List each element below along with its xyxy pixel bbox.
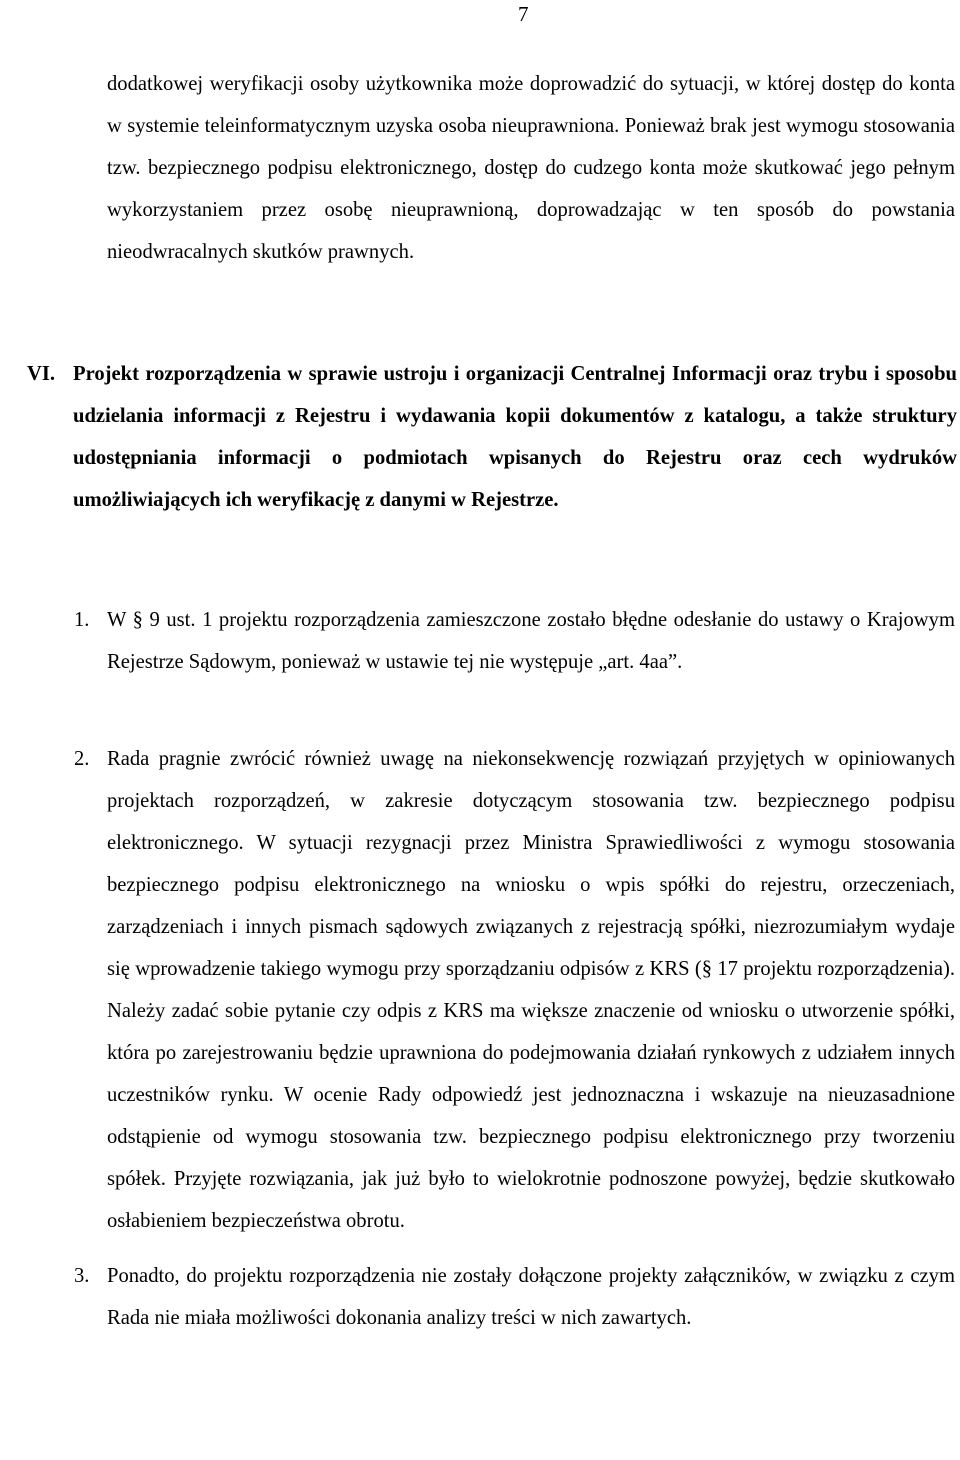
list-item-number: 3. (74, 1265, 90, 1287)
list-item-text: W § 9 ust. 1 projektu rozporządzenia zamieszczone zostało błędne odesłanie do ustawy o Krajowym Rejestrze Sądowym, ponieważ w ustawie tej nie występuje „art. 4aa”. (107, 609, 955, 673)
intro-paragraph: dodatkowej weryfikacji osoby użytkownika może doprowadzić do sytuacji, w której dostęp do konta w systemie teleinformatycznym uzyska osoba nieuprawniona. Ponieważ brak jest wymogu stosowania tzw. bezpiecznego podpisu elektronicznego, dostęp do cudzego konta może skutkować jego pełnym wykorzystaniem przez osobę nieuprawnioną, doprowadzając w ten sposób do powstania nieodwracalnych skutków prawnych. (107, 73, 955, 263)
section-number: VI. (27, 363, 56, 385)
list-item-number: 2. (74, 748, 90, 770)
list-item-text: Rada pragnie zwrócić również uwagę na niekonsekwencję rozwiązań przyjętych w opiniowanych projektach rozporządzeń, w zakresie dotyczącym stosowania tzw. bezpiecznego podpisu elektronicznego. W sytuacji rezygnacji przez Ministra Sprawiedliwości z wymogu stosowania bezpiecznego podpisu elektronicznego na wniosku o wpis spółki do rejestru, orzeczeniach, zarządzeniach i innych pismach sądowych związanych z rejestracją spółki, niezrozumiałym wydaje się wprowadzenie takiego wymogu przy sporządzaniu odpisów z KRS (§ 17 projektu rozporządzenia). Należy zadać sobie pytanie czy odpis z KRS ma większe znaczenie od wniosku o utworzenie spółki, która po zarejestrowaniu będzie uprawniona do podejmowania działań rynkowych z udziałem innych uczestników rynku. W ocenie Rady odpowiedź jest jednoznaczna i wskazuje na nieuzasadnione odstąpienie od wymogu stosowania tzw. bezpiecznego podpisu elektronicznego przy tworzeniu spółek. Przyjęte rozwiązania, jak już było to wielokrotnie podnoszone powyżej, będzie skutkowało osłabieniem bezpieczeństwa obrotu. (107, 748, 955, 1232)
list-item-text: Ponadto, do projektu rozporządzenia nie zostały dołączone projekty załączników, w związku z czym Rada nie miała możliwości dokonania analizy treści w nich zawartych. (107, 1265, 955, 1329)
page-number: 7 (518, 2, 529, 26)
list-item-number: 1. (74, 609, 90, 631)
section-title: Projekt rozporządzenia w sprawie ustroju i organizacji Centralnej Informacji oraz trybu i sposobu udzielania informacji z Rejestru i wydawania kopii dokumentów z katalogu, a także struktury udostępniania informacji o podmiotach wpisanych do Rejestru oraz cech wydruków umożliwiających ich weryfikację z danymi w Rejestrze. (73, 363, 957, 511)
